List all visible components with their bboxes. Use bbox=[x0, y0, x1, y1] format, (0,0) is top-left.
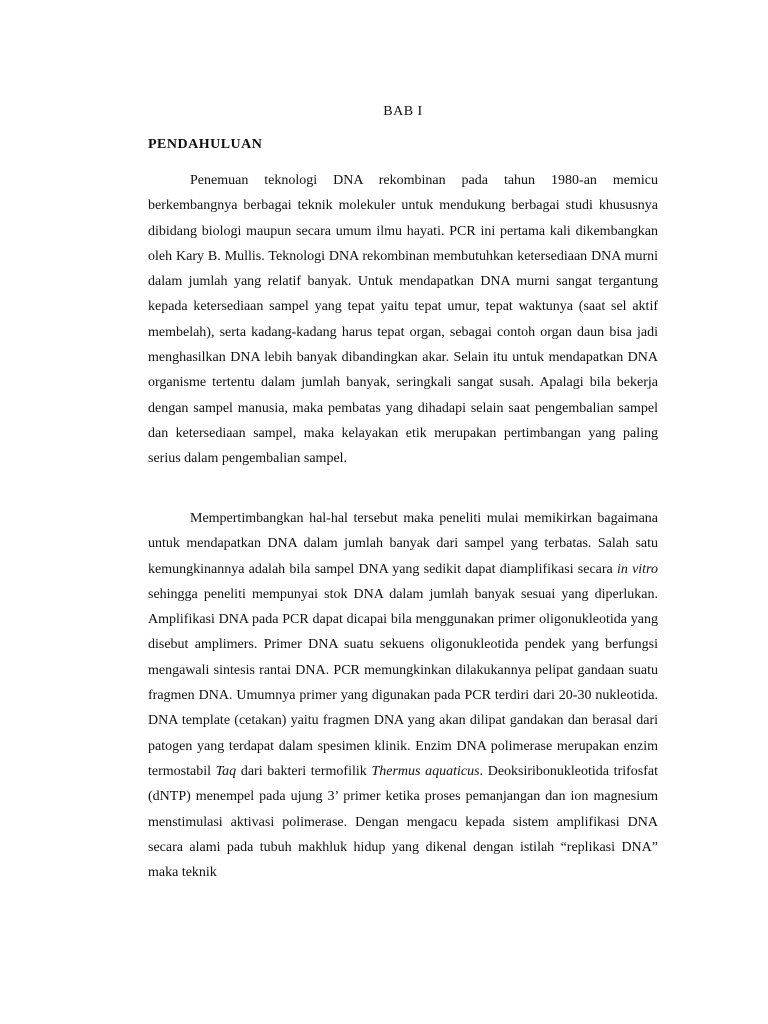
paragraph-2-italic-thermus: Thermus aquaticus bbox=[371, 763, 480, 779]
paragraph-2-text-1: Mempertimbangkan hal-hal tersebut maka peneliti mulai memikirkan bagaimana untuk mendapatkan DNA dalam jumlah banyak dari sampel yang terbatas. Salah satu kemungkinannya adalah bila sampel DNA yang sedikit dapat diamplifikasi secara bbox=[148, 511, 658, 577]
section-heading: PENDAHULUAN bbox=[148, 137, 263, 152]
paragraph-1: Penemuan teknologi DNA rekombinan pada tahun 1980-an memicu berkembangnya berbagai teknik molekuler untuk mendukung berbagai studi khususnya dibidang biologi maupun secara umum ilmu hayati. PCR ini pertama kali dikembangkan oleh Kary B. Mullis. Teknologi DNA rekombinan membutuhkan ketersediaan DNA murni dalam jumlah yang relatif banyak. Untuk mendapatkan DNA murni sangat tergantung kepada ketersediaan sampel yang tepat yaitu tepat umur, tepat waktunya (saat sel aktif membelah), serta kadang-kadang harus tepat organ, sebagai contoh organ daun bisa jadi menghasilkan DNA lebih banyak dibandingkan akar. Selain itu untuk mendapatkan DNA organisme tertentu dalam jumlah banyak, seringkali sangat susah. Apalagi bila bekerja dengan sampel manusia, maka pembatas yang dihadapi selain saat pengembalian sampel dan ketersediaan sampel, maka kelayakan etik merupakan pertimbangan yang paling serius dalam pengembalian sampel. bbox=[148, 173, 658, 467]
paragraph-2-text-3: dari bakteri termofilik bbox=[236, 763, 372, 779]
paragraph-2-italic-taq: Taq bbox=[215, 763, 237, 779]
paragraph-2-text-4: . Deoksiribonukleotida trifosfat (dNTP) menempel pada ujung 3’ primer ketika proses pemanjangan dan ion magnesium menstimulasi aktivasi polimerase. Dengan mengacu kepada sistem amplifikasi DNA secara alami pada tubuh makhluk hidup yang dikenal dengan istilah “replikasi DNA” maka teknik bbox=[148, 763, 658, 881]
paragraph-2-italic-in-vitro: in vitro bbox=[616, 561, 658, 577]
paragraph-2 bbox=[148, 506, 658, 885]
chapter-title: BAB I bbox=[383, 104, 423, 119]
paragraph-2-text-2: sehingga peneliti mempunyai stok DNA dalam jumlah banyak sesuai yang diperlukan. Amplifikasi DNA pada PCR dapat dicapai bila menggunakan primer oligonukleotida yang disebut amplimers. Primer DNA suatu sekuens oligonukleotida pendek yang berfungsi mengawali sintesis rantai DNA. PCR memungkinkan dilakukannya pelipat gandaan suatu fragmen DNA. Umumnya primer yang digunakan pada PCR terdiri dari 20-30 nukleotida. DNA template (cetakan) yaitu fragmen DNA yang akan dilipat gandakan dan berasal dari patogen yang terdapat dalam spesimen klinik. Enzim DNA polimerase merupakan enzim termostabil bbox=[148, 586, 658, 779]
